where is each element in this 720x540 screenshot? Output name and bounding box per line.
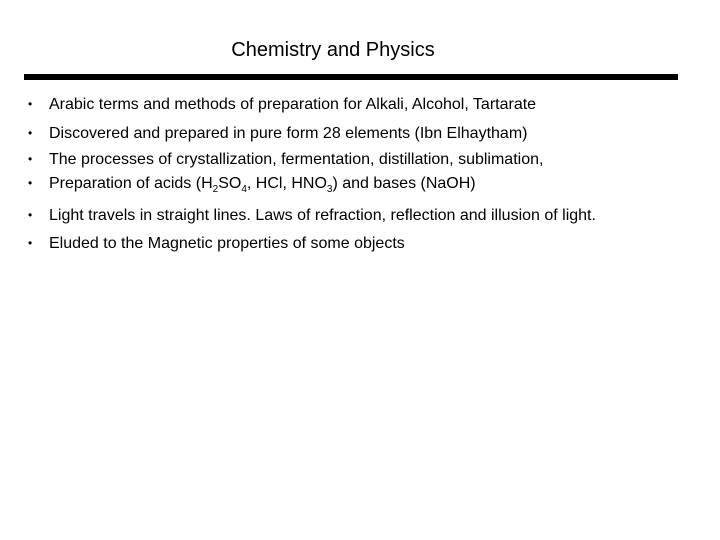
bullet-icon: •	[28, 176, 33, 190]
bullet-text: Light travels in straight lines. Laws of refraction, reflection and illusion of light.	[49, 207, 596, 224]
bullet-text: Arabic terms and methods of preparation for Alkali, Alcohol, Tartarate	[49, 96, 537, 113]
title-divider	[24, 74, 678, 80]
bullet-icon: •	[28, 236, 33, 250]
bullet-item-arabic-terms	[28, 94, 536, 115]
bullet-text: Discovered and prepared in pure form 28 elements (Ibn Elhaytham)	[49, 125, 528, 142]
acids-text-part: SO	[218, 175, 242, 192]
bullet-item-acids-bases	[28, 173, 476, 194]
acids-text-part: , HCl, HNO	[246, 175, 327, 192]
bullet-text: The processes of crystallization, fermentation, distillation, sublimation,	[49, 151, 544, 168]
bullet-icon: •	[28, 152, 33, 166]
bullet-item-magnetic	[28, 233, 405, 254]
bullet-text	[49, 175, 476, 195]
bullet-icon: •	[28, 208, 33, 222]
subscript-4: 4	[241, 184, 247, 195]
acids-text-part: ) and bases (NaOH)	[332, 175, 476, 192]
bullet-icon: •	[28, 126, 33, 140]
bullet-item-processes	[28, 149, 543, 170]
subscript-3: 3	[326, 184, 333, 195]
bullet-text: Eluded to the Magnetic properties of some objects	[49, 235, 405, 252]
bullet-item-light	[28, 205, 596, 226]
bullet-item-elements	[28, 123, 527, 144]
subscript-2: 2	[212, 184, 219, 195]
acids-text-part: Preparation of acids (H	[49, 175, 213, 192]
bullet-icon: •	[28, 97, 33, 111]
slide-title: Chemistry and Physics	[231, 39, 435, 61]
